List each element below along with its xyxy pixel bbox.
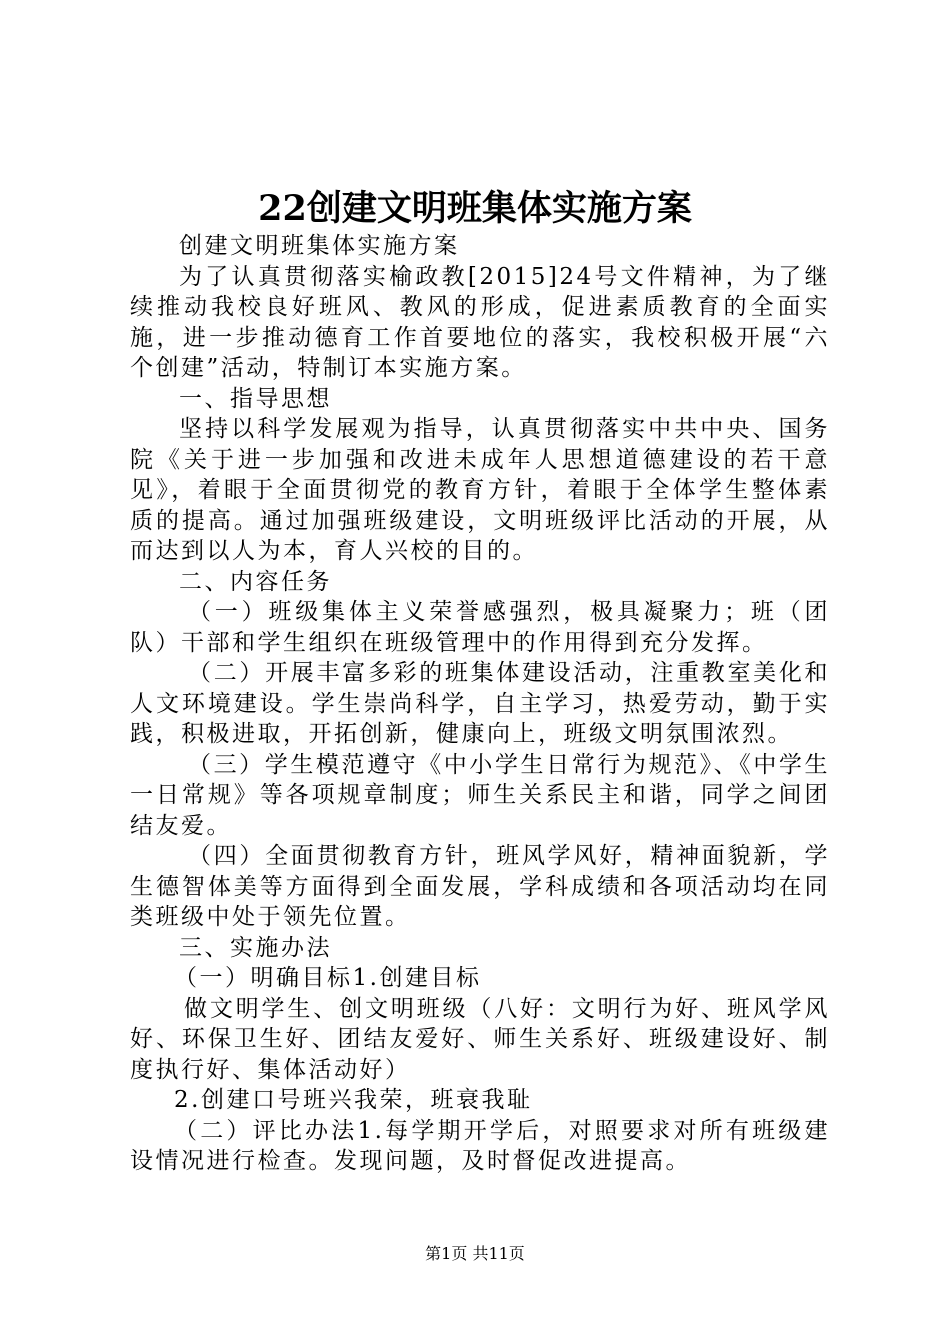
guiding-thought-paragraph: 坚持以科学发展观为指导，认真贯彻落实中共中央、国务院《关于进一步加强和改进未成年人思想道德建设的若干意见》，着眼于全面贯彻党的教育方针，着眼于全体学生整体素质的提高。通过加强班级建设，文明班级评比活动的开展，从而达到以人为本，育人兴校的目的。 [130,416,830,564]
document-body [130,231,830,1177]
page-footer: 第1页 共11页 [425,1244,525,1263]
task-item-2: （二）开展丰富多彩的班集体建设活动，注重教室美化和人文环境建设。学生崇尚科学，自主学习，热爱劳动，勤于实践，积极进取，开拓创新，健康向上，班级文明氛围浓烈。 [130,660,830,747]
goal-paragraph: 做文明学生、创文明班级（八好：文明行为好、班风学风好、环保卫生好、团结友爱好、师生关系好、班级建设好、制度执行好、集体活动好） [130,995,830,1083]
slogan-paragraph: 2.创建口号班兴我荣，班衰我耻 [174,1087,533,1113]
section-heading-content-tasks: 二、内容任务 [179,568,332,595]
implementation-item-1: （一）明确目标1.创建目标 [174,965,482,991]
section-heading-guiding-thought: 一、指导思想 [179,385,332,412]
document-title: 22创建文明班集体实施方案 [258,188,692,229]
task-item-4: （四）全面贯彻教育方针，班风学风好，精神面貌新，学生德智体美等方面得到全面发展，学科成绩和各项活动均在同类班级中处于领先位置。 [130,843,830,930]
intro-paragraph: 为了认真贯彻落实榆政教[2015]24号文件精神，为了继续推动我校良好班风、教风的形成，促进素质教育的全面实施，进一步推动德育工作首要地位的落实，我校积极开展“六个创建”活动，特制订本实施方案。 [130,263,830,381]
section-heading-implementation: 三、实施办法 [179,934,332,961]
subtitle-paragraph: 创建文明班集体实施方案 [179,233,460,259]
evaluation-paragraph: （二）评比办法1.每学期开学后，对照要求对所有班级建设情况进行检查。发现问题，及时督促改进提高。 [130,1117,830,1174]
task-item-1: （一）班级集体主义荣誉感强烈，极具凝聚力；班（团队）干部和学生组织在班级管理中的作用得到充分发挥。 [130,599,830,656]
task-item-3: （三）学生模范遵守《中小学生日常行为规范》、《中学生一日常规》等各项规章制度；师生关系民主和谐，同学之间团结友爱。 [130,751,830,839]
